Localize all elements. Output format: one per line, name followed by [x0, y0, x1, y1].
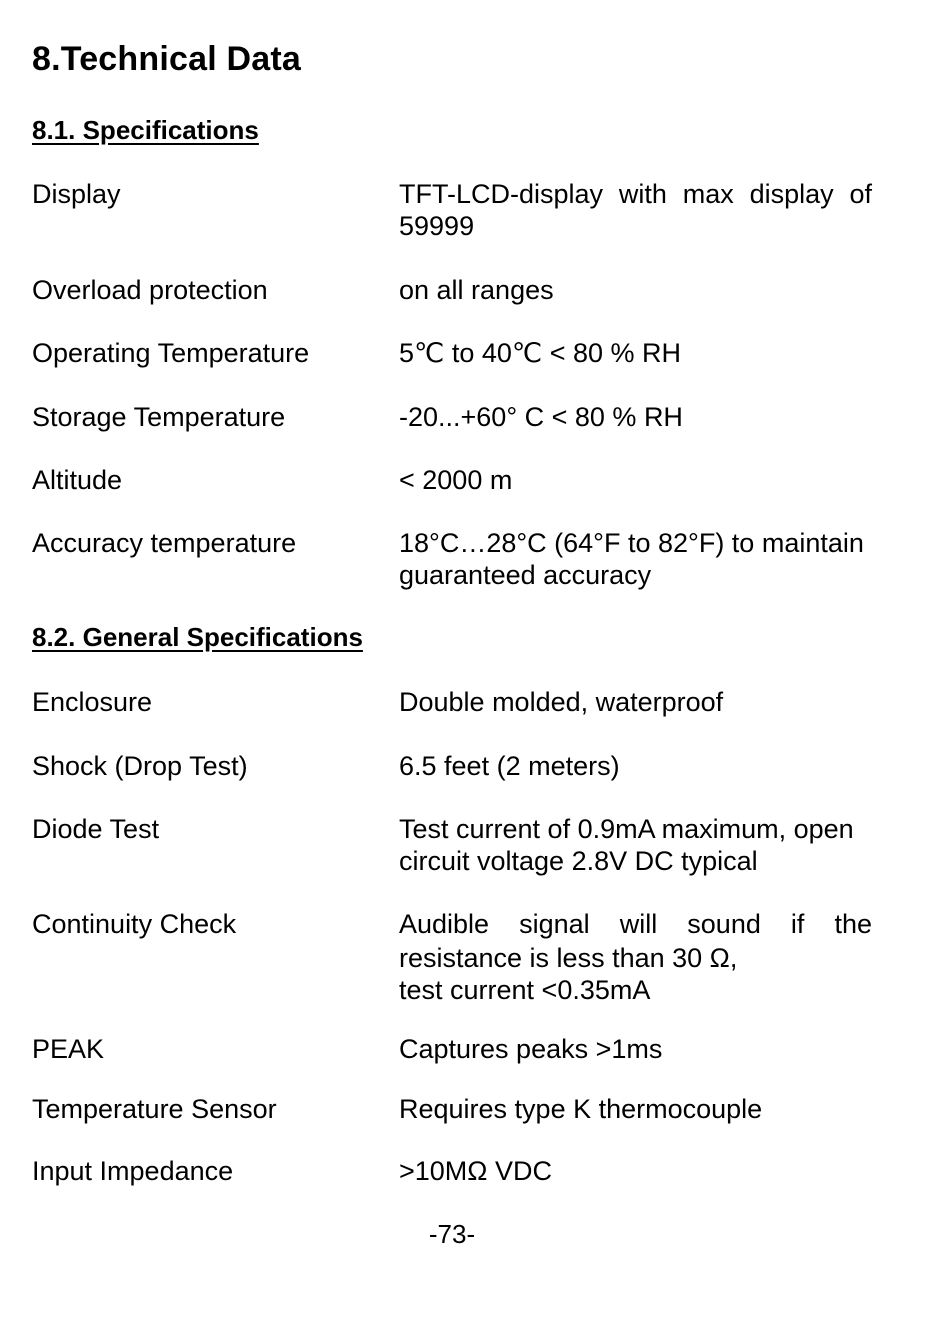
spec-value-storage-temperature	[399, 401, 683, 433]
spec-value-line: test current <0.35mA	[399, 975, 651, 1005]
spec-value-continuity-check	[399, 908, 872, 1006]
spec-label-enclosure: Enclosure	[32, 687, 153, 717]
spec-value-line: Captures peaks >1ms	[399, 1034, 663, 1064]
spec-value-altitude	[399, 464, 512, 496]
spec-value-line: >10MΩ VDC	[399, 1156, 552, 1186]
spec-label-temperature-sensor: Temperature Sensor	[32, 1094, 277, 1124]
spec-value-line: resistance is less than 30 Ω,	[399, 943, 738, 973]
spec-value-enclosure	[399, 686, 723, 718]
spec-label-operating-temperature: Operating Temperature	[32, 338, 310, 368]
spec-value-line: Audible signal will sound if the	[399, 909, 872, 939]
spec-value-line: on all ranges	[399, 275, 554, 305]
spec-value-temperature-sensor	[399, 1093, 762, 1125]
spec-value-line: -20...+60° C < 80 % RH	[399, 402, 683, 432]
spec-value-display	[399, 178, 872, 242]
spec-label-accuracy-temperature: Accuracy temperature	[32, 528, 297, 558]
spec-label-storage-temperature: Storage Temperature	[32, 402, 286, 432]
spec-label-continuity-check: Continuity Check	[32, 909, 237, 939]
spec-value-line: Test current of 0.9mA maximum, open	[399, 814, 854, 844]
spec-value-peak	[399, 1033, 662, 1065]
spec-value-line: Double molded, waterproof	[399, 687, 724, 717]
section-heading-specifications: 8.1. Specifications	[32, 115, 259, 145]
spec-label-display: Display	[32, 179, 121, 209]
spec-label-altitude: Altitude	[32, 465, 123, 495]
spec-value-line: 6.5 feet (2 meters)	[399, 751, 620, 781]
spec-value-overload-protection	[399, 274, 554, 306]
page-number: -73-	[428, 1219, 476, 1249]
spec-label-input-impedance: Input Impedance	[32, 1156, 234, 1186]
spec-value-operating-temperature	[399, 337, 681, 369]
spec-value-line: Requires type K thermocouple	[399, 1094, 763, 1124]
spec-value-line: 59999	[399, 211, 475, 241]
spec-label-peak: PEAK	[32, 1034, 105, 1064]
spec-value-diode-test	[399, 813, 854, 877]
page-title: 8.Technical Data	[32, 40, 302, 78]
spec-value-accuracy-temperature	[399, 527, 864, 591]
spec-value-line: TFT-LCD-display with max display of	[399, 179, 872, 209]
spec-value-line: guaranteed accuracy	[399, 560, 652, 590]
spec-label-shock: Shock (Drop Test)	[32, 751, 248, 781]
spec-value-shock	[399, 750, 620, 782]
spec-label-diode-test: Diode Test	[32, 814, 160, 844]
spec-value-line: circuit voltage 2.8V DC typical	[399, 846, 758, 876]
spec-value-line: 5℃ to 40℃ < 80 % RH	[399, 338, 682, 368]
spec-value-line: < 2000 m	[399, 465, 513, 495]
spec-label-overload-protection: Overload protection	[32, 275, 268, 305]
spec-value-line: 18°C…28°C (64°F to 82°F) to maintain	[399, 528, 864, 558]
section-heading-general-specifications: 8.2. General Specifications	[32, 622, 363, 652]
spec-value-input-impedance	[399, 1155, 552, 1187]
